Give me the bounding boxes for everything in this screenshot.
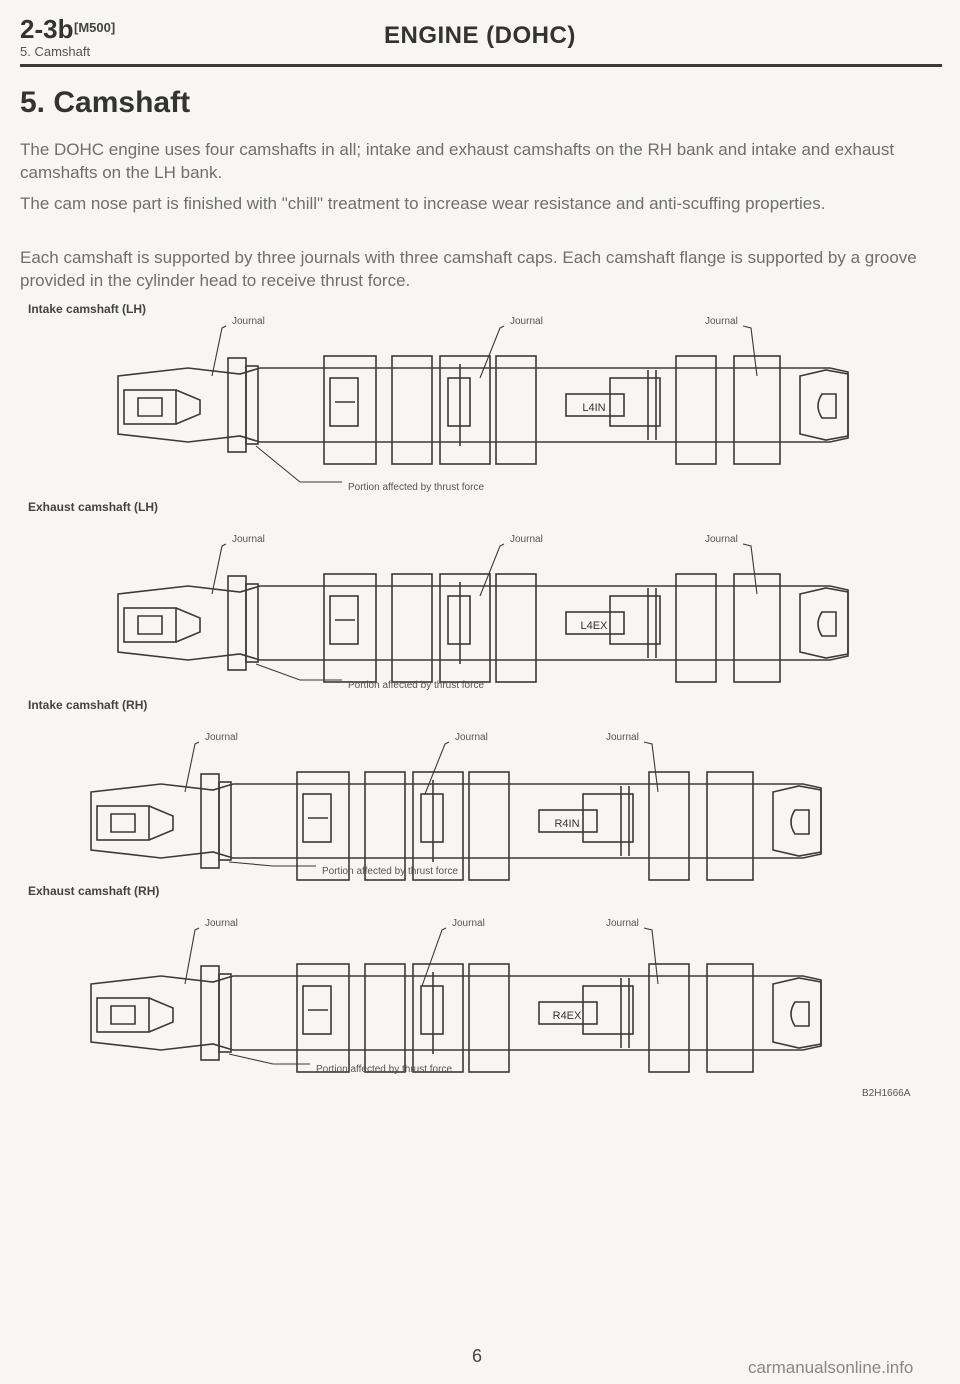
camshaft-rear-end (773, 978, 821, 1048)
paragraph-1: The DOHC engine uses four camshafts in all; intake and exhaust camshafts on the RH bank and intake and exhaust camshafts on the LH bank. (20, 140, 895, 182)
cam-lobe (324, 574, 376, 682)
camshaft-stamp: L4IN (582, 402, 606, 414)
thrust-leader (229, 1054, 310, 1064)
thrust-leader (256, 664, 342, 680)
cam-lobe (707, 772, 753, 880)
journal-leader (425, 742, 449, 794)
camshaft-flange-groove (246, 584, 258, 662)
thrust-force-label: Portion affected by thrust force (348, 482, 485, 493)
camshaft-nose-tip (176, 608, 200, 642)
camshaft-nose (124, 608, 176, 642)
journal-leader (480, 326, 504, 378)
section-code: [M500] (74, 20, 116, 35)
journal-label: Journal (705, 534, 738, 545)
camshaft-nose (124, 390, 176, 424)
cam-lobe (676, 574, 716, 682)
camshaft-d-slot (818, 612, 836, 636)
cam-lobe (676, 356, 716, 464)
cam-lobe (297, 772, 349, 880)
cam-lobe (649, 772, 689, 880)
camshaft-d-slot (791, 1002, 809, 1026)
cam-lobe (392, 574, 432, 682)
cam-lobe (324, 356, 376, 464)
camshaft-nose (97, 806, 149, 840)
journal-label: Journal (452, 918, 485, 929)
camshaft-journal (448, 596, 470, 644)
journal-label: Journal (205, 732, 238, 743)
cam-lobe (392, 356, 432, 464)
figure-title-1: Intake camshaft (LH) (28, 302, 147, 316)
journal-label: Journal (705, 316, 738, 327)
page-header (0, 0, 960, 70)
cam-lobe (365, 772, 405, 880)
camshaft-journal (583, 986, 633, 1034)
camshaft-journal (583, 794, 633, 842)
camshaft-rear-end (800, 588, 848, 658)
camshaft-flange (228, 576, 246, 670)
camshaft-stamp: R4IN (554, 818, 580, 830)
thrust-force-label: Portion affected by thrust force (316, 1064, 453, 1075)
cam-lobe (297, 964, 349, 1072)
camshaft-nose-tip (176, 390, 200, 424)
journal-label: Journal (510, 534, 543, 545)
cam-lobe (469, 772, 509, 880)
figure-code: B2H1666A (862, 1088, 911, 1099)
journal-leader (422, 928, 446, 986)
journal-label: Journal (232, 534, 265, 545)
journal-label: Journal (606, 732, 639, 743)
camshaft-journal (421, 794, 443, 842)
camshaft-flange-groove (219, 782, 231, 860)
camshaft-flange-groove (219, 974, 231, 1052)
camshaft-flange (228, 358, 246, 452)
camshaft-diagram-2 (0, 508, 960, 693)
camshaft-bolt-hole (138, 398, 162, 416)
camshaft-flange-groove (246, 366, 258, 444)
paragraph-2: The cam nose part is finished with "chill" treatment to increase wear resistance and anti-scuffing properties. (20, 194, 826, 213)
camshaft-nose-tip (149, 806, 173, 840)
header-rule (20, 64, 942, 67)
thrust-force-label: Portion affected by thrust force (348, 680, 485, 691)
journal-label: Journal (455, 732, 488, 743)
cam-lobe (496, 574, 536, 682)
camshaft-d-slot (791, 810, 809, 834)
section-subtitle: 5. Camshaft (20, 44, 91, 59)
journal-leader (185, 928, 199, 984)
camshaft-journal (421, 986, 443, 1034)
page-number: 6 (472, 1346, 483, 1366)
camshaft-flange (201, 774, 219, 868)
camshaft-journal (610, 378, 660, 426)
cam-lobe (707, 964, 753, 1072)
cam-lobe (365, 964, 405, 1072)
thrust-leader (229, 862, 316, 866)
thrust-force-label: Portion affected by thrust force (322, 866, 459, 877)
section-number: 2-3b (20, 14, 74, 44)
camshaft-stamp: L4EX (580, 620, 608, 632)
camshaft-flange (201, 966, 219, 1060)
camshaft-journal (448, 378, 470, 426)
figure-title-4: Exhaust camshaft (RH) (28, 884, 160, 898)
figure-title-3: Intake camshaft (RH) (28, 698, 148, 712)
journal-label: Journal (510, 316, 543, 327)
camshaft-stamp: R4EX (552, 1010, 582, 1022)
camshaft-drawing (91, 928, 821, 1072)
camshaft-rear-end (773, 786, 821, 856)
camshaft-rear-end (800, 370, 848, 440)
content-title: 5. Camshaft (20, 86, 191, 119)
figure-title-2: Exhaust camshaft (LH) (28, 500, 159, 514)
journal-leader (212, 544, 226, 594)
camshaft-journal (610, 596, 660, 644)
journal-label: Journal (205, 918, 238, 929)
camshaft-drawing (91, 742, 821, 880)
journal-leader (212, 326, 226, 376)
camshaft-nose-tip (149, 998, 173, 1032)
chapter-title: ENGINE (DOHC) (384, 22, 576, 49)
paragraph-3: Each camshaft is supported by three journals with three camshaft caps. Each camshaft flange is supported by a groove provided in the cylinder head to receive thrust force. (20, 248, 917, 290)
cam-lobe (496, 356, 536, 464)
camshaft-diagram-4 (0, 892, 960, 1078)
camshaft-bolt-hole (111, 814, 135, 832)
camshaft-bolt-hole (111, 1006, 135, 1024)
camshaft-drawing (118, 544, 848, 682)
journal-leader (480, 544, 504, 596)
camshaft-d-slot (818, 394, 836, 418)
cam-lobe (649, 964, 689, 1072)
watermark: carmanualsonline.info (748, 1358, 914, 1377)
camshaft-diagram-3 (0, 706, 960, 886)
camshaft-drawing (118, 326, 848, 482)
journal-label: Journal (606, 918, 639, 929)
journal-label: Journal (232, 316, 265, 327)
camshaft-nose (97, 998, 149, 1032)
camshaft-bolt-hole (138, 616, 162, 634)
cam-lobe (469, 964, 509, 1072)
camshaft-diagram-1 (0, 310, 960, 495)
journal-leader (185, 742, 199, 792)
